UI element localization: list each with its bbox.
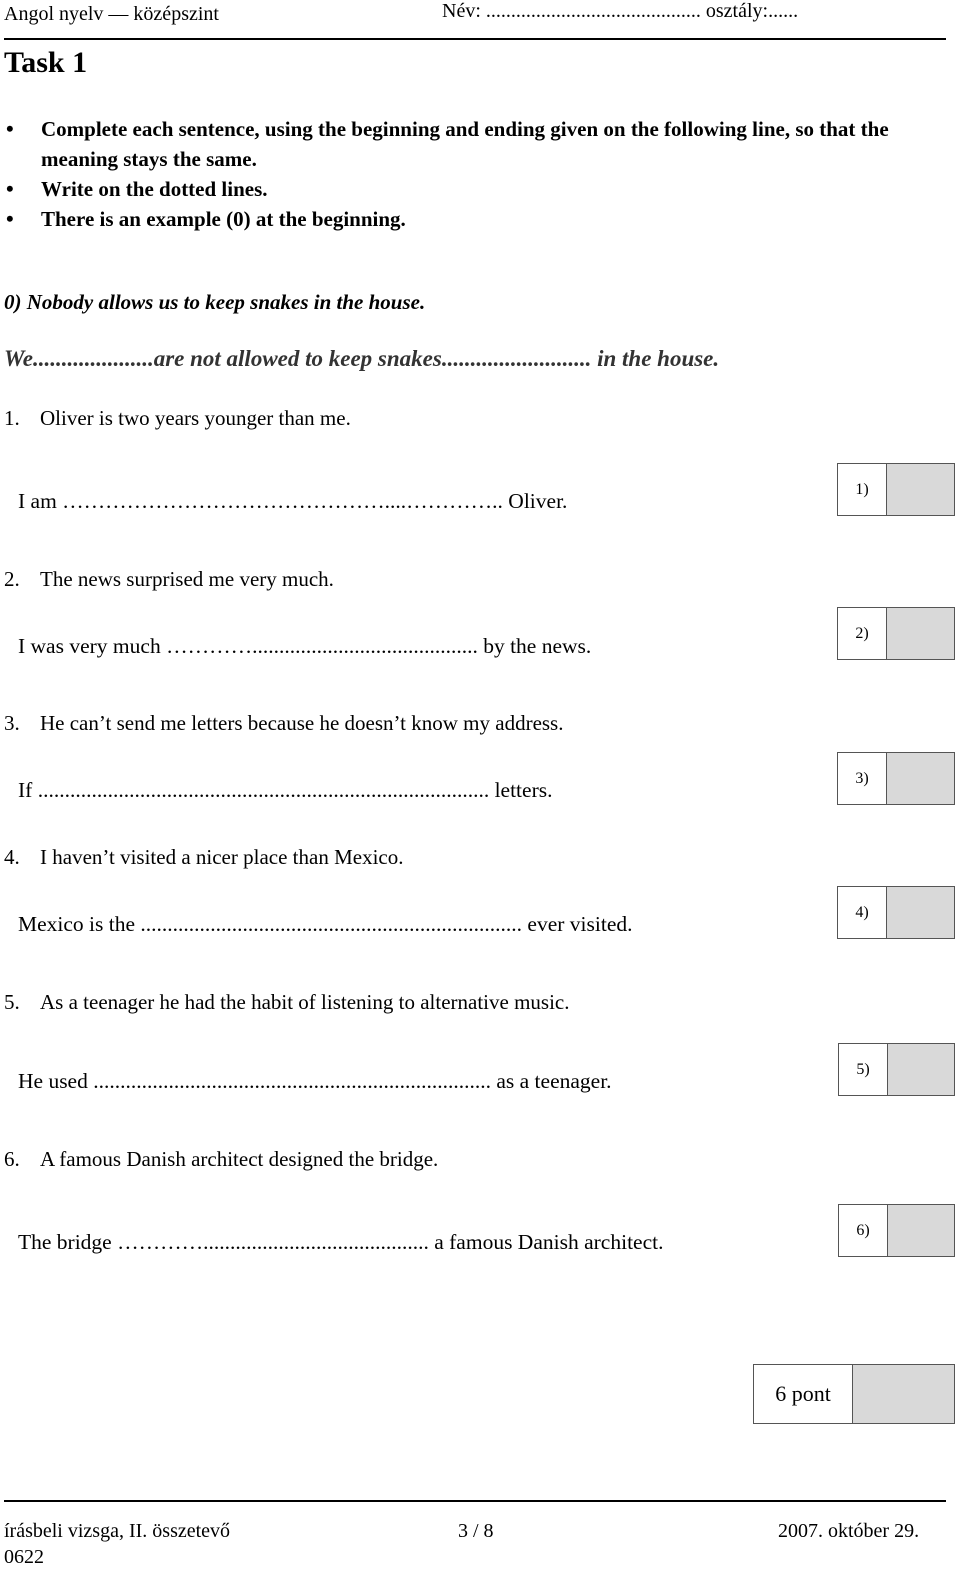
footer-divider [4, 1500, 946, 1502]
score-box-label: 4) [838, 887, 887, 938]
instructions-list [6, 114, 951, 234]
footer-code: 0622 [4, 1546, 44, 1568]
score-box-field [887, 464, 954, 515]
score-box-label: 5) [839, 1044, 888, 1095]
total-score-field [853, 1365, 954, 1423]
example-answer: We.....................are not allowed to keep snakes.......................... in the house. [4, 346, 720, 371]
score-box-3 [837, 752, 955, 805]
question-1 [4, 406, 351, 431]
question-3 [4, 711, 563, 736]
total-score-box [753, 1364, 955, 1424]
score-box-4 [837, 886, 955, 939]
question-text: As a teenager he had the habit of listening to alternative music. [40, 990, 570, 1014]
score-box-field [887, 753, 954, 804]
answer-line-6[interactable]: The bridge ………….......................................... a famous Danish architect. [18, 1230, 664, 1254]
question-5 [4, 990, 570, 1015]
score-box-6 [838, 1204, 955, 1257]
question-4 [4, 845, 403, 870]
score-box-field [887, 887, 954, 938]
answer-line-5[interactable]: He used .......................................................................... as a teenager. [18, 1069, 612, 1093]
question-2 [4, 567, 334, 592]
score-box-label: 3) [838, 753, 887, 804]
footer-date: 2007. október 29. [778, 1520, 920, 1542]
score-box-label: 6) [839, 1205, 888, 1256]
question-number: 1. [4, 406, 20, 430]
score-box-5 [838, 1043, 955, 1096]
header-divider [4, 38, 946, 40]
answer-line-3[interactable]: If .................................................................................... letters. [18, 778, 553, 802]
score-box-field [887, 608, 954, 659]
question-text: A famous Danish architect designed the bridge. [40, 1147, 439, 1171]
question-number: 2. [4, 567, 20, 591]
answer-line-1[interactable]: I am ………………………………………....………….. Oliver. [18, 489, 568, 513]
score-box-label: 2) [838, 608, 887, 659]
total-score-label: 6 pont [754, 1365, 853, 1423]
footer-exam-part: írásbeli vizsga, II. összetevő [4, 1520, 231, 1542]
instruction-item: • There is an example (0) at the beginning. [6, 204, 951, 234]
question-number: 4. [4, 845, 20, 869]
score-box-field [888, 1044, 954, 1095]
header-name-class-field: Név: ........................................... osztály:...... [442, 0, 799, 22]
score-box-label: 1) [838, 464, 887, 515]
question-text: The news surprised me very much. [40, 567, 334, 591]
answer-line-4[interactable]: Mexico is the ....................................................................... ever visited. [18, 912, 633, 936]
question-number: 3. [4, 711, 20, 735]
score-box-field [888, 1205, 954, 1256]
question-number: 6. [4, 1147, 20, 1171]
task-title: Task 1 [4, 46, 88, 79]
score-box-1 [837, 463, 955, 516]
header-subject: Angol nyelv — középszint [4, 3, 219, 25]
question-6 [4, 1147, 438, 1172]
score-box-2 [837, 607, 955, 660]
question-text: Oliver is two years younger than me. [40, 406, 351, 430]
question-text: He can’t send me letters because he doesn’t know my address. [40, 711, 564, 735]
answer-line-2[interactable]: I was very much ………….......................................... by the news. [18, 634, 592, 658]
question-text: I haven’t visited a nicer place than Mexico. [40, 845, 404, 869]
example-question: 0) Nobody allows us to keep snakes in the house. [4, 290, 426, 314]
instruction-item: • Write on the dotted lines. [6, 174, 951, 204]
instruction-item: • Complete each sentence, using the beginning and ending given on the following line, so that the meaning stays the same. [6, 114, 951, 174]
question-number: 5. [4, 990, 20, 1014]
footer-page-number: 3 / 8 [458, 1520, 494, 1542]
